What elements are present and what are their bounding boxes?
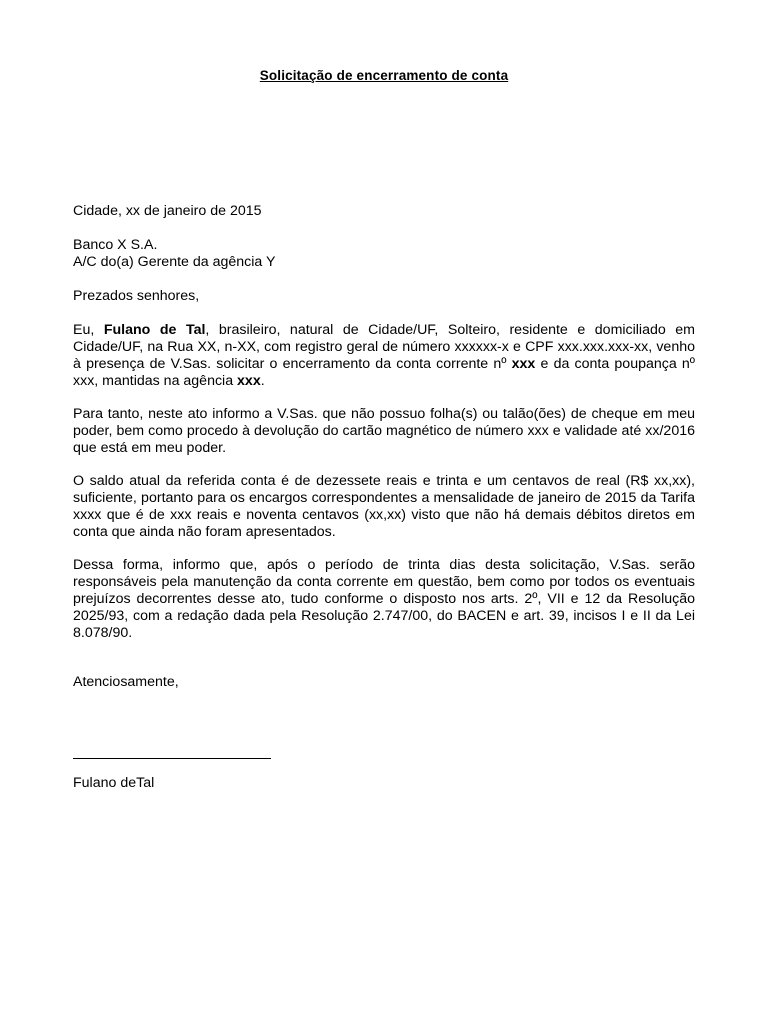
date-line: Cidade, xx de janeiro de 2015 <box>73 203 262 219</box>
requester-name: Fulano de Tal <box>103 322 206 338</box>
recipient-bank: Banco X S.A. <box>73 237 158 253</box>
greeting: Prezados senhores, <box>73 288 200 304</box>
paragraph-1-text-d: . <box>260 373 265 389</box>
signature-name: Fulano deTal <box>73 775 155 791</box>
recipient-block <box>73 237 695 271</box>
paragraph-checks-card: Para tanto, neste ato informo a V.Sas. que não possuo folha(s) ou talão(ões) de cheque em meu poder, bem como procedo à devolução do cartão magnético de número xxx e validade até xx/2016 que está em meu poder. <box>73 406 695 456</box>
paragraph-1-text-b: , brasileiro, natural de Cidade/UF, Solteiro, residente e domiciliado em Cidade/UF, na Rua XX, n-XX, com registro geral de número xxxxxx-x e CPF xxx.xxx.xxx-xx, venho à presença de V.Sas. solicitar o encerramento da conta corrente nº <box>73 322 695 372</box>
closing: Atenciosamente, <box>73 674 179 690</box>
paragraph-responsibility: Dessa forma, informo que, após o período de trinta dias desta solicitação, V.Sas. serão responsáveis pela manutenção da conta corrente em questão, bem como por todos os eventuais prejuízos decorrentes desse ato, tudo conforme o disposto nos arts. 2º, VII e 12 da Resolução 2025/93, com a redação dada pela Resolução 2.747/00, do BACEN e art. 39, incisos I e II da Lei 8.078/90. <box>73 557 695 641</box>
paragraph-identification <box>73 322 695 390</box>
paragraph-1-text-c: e da conta poupança nº xxx, mantidas na agência <box>73 356 695 389</box>
recipient-attention: A/C do(a) Gerente da agência Y <box>73 254 276 270</box>
account-number: xxx <box>511 356 536 372</box>
paragraph-balance: O saldo atual da referida conta é de dezessete reais e trinta e um centavos de real (R$ xx,xx), suficiente, portanto para os encargos correspondentes a mensalidade de janeiro de 2015 da Tarifa xxxx que é de xxx reais e noventa centavos (xx,xx) visto que não há demais débitos diretos em conta que ainda não foram apresentados. <box>73 473 695 540</box>
paragraph-1-text-a: Eu, <box>73 322 104 338</box>
signature-line <box>73 758 271 759</box>
document-title: Solicitação de encerramento de conta <box>259 68 509 83</box>
agency-number: xxx <box>237 373 261 389</box>
